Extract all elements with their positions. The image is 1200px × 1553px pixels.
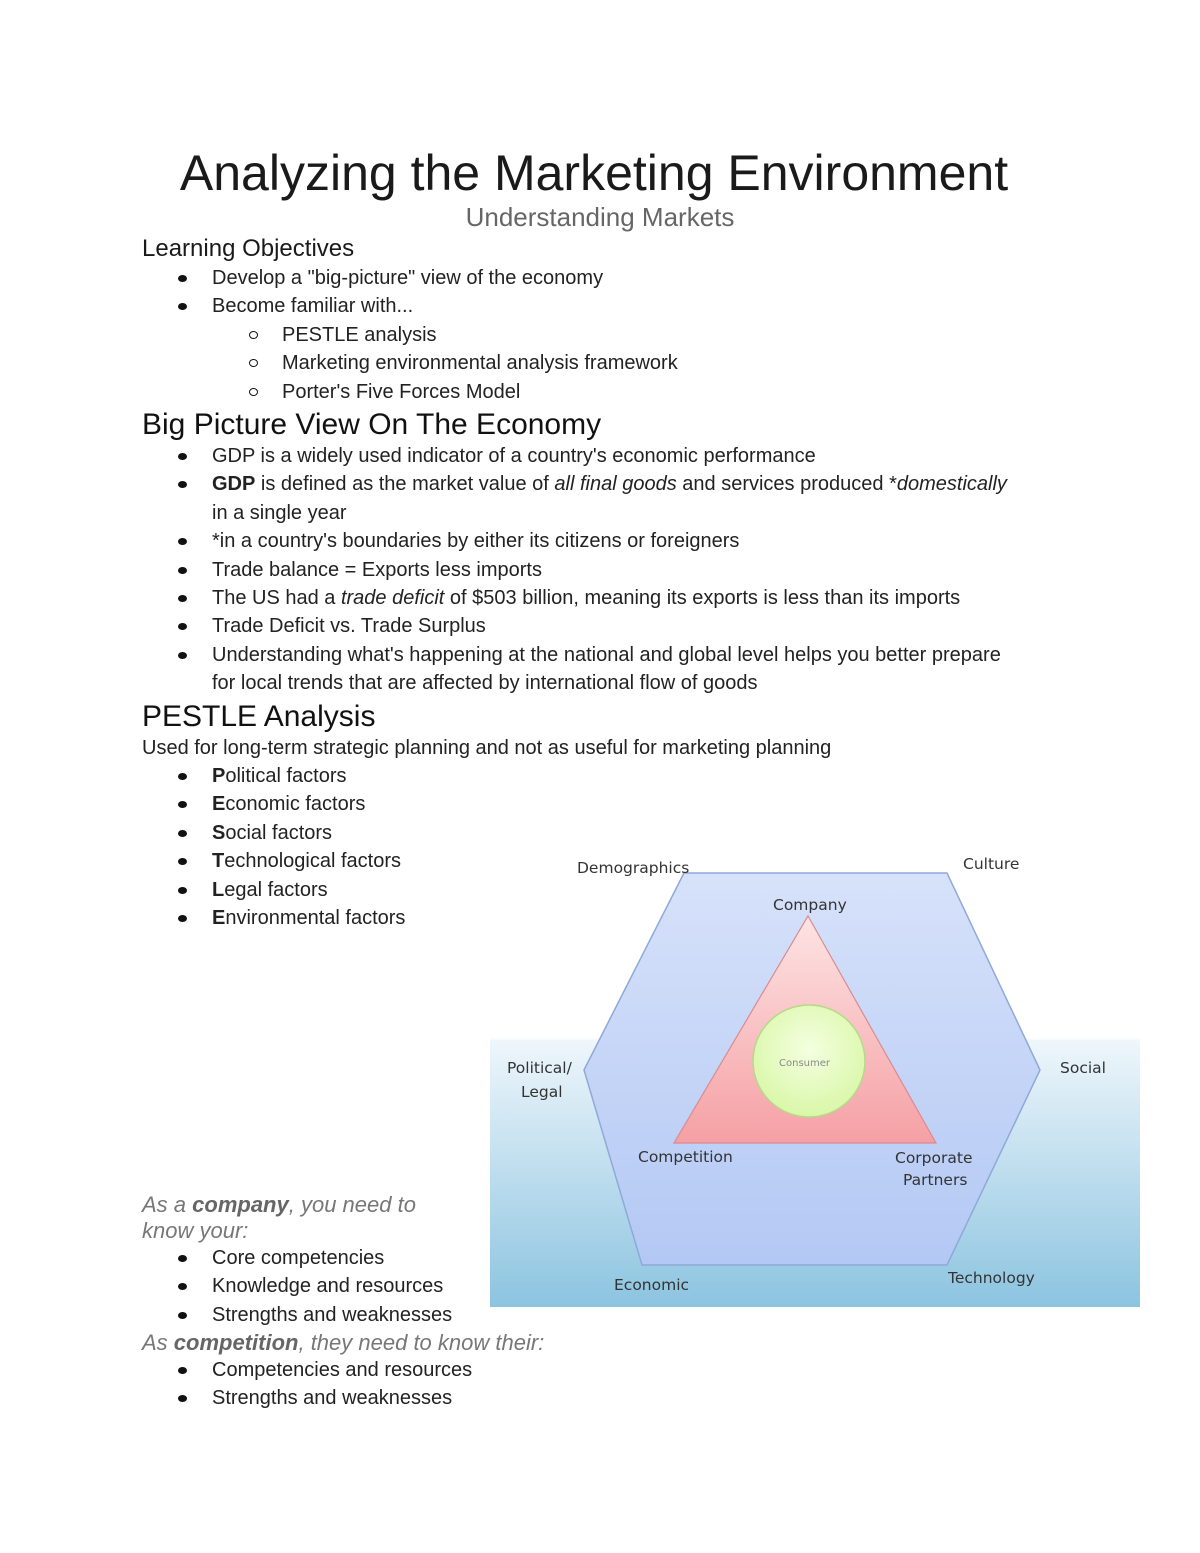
text-run: of $503 billion, meaning its exports is less than its imports — [444, 587, 961, 610]
text-run: , they need to know their: — [298, 1330, 545, 1355]
label-competition: Competition — [638, 1148, 733, 1166]
list-item: Become familiar with... — [0, 292, 603, 320]
factor-text: ocial factors — [225, 821, 333, 844]
gdp-term: GDP — [212, 473, 256, 496]
label-economic: Economic — [614, 1276, 690, 1294]
competition-intro — [142, 1330, 544, 1356]
factor-letter: E — [212, 793, 226, 816]
list-item: Understanding what's happening at the national and global level helps you better prepare for local trends that are affected by international flow of goods — [0, 641, 1012, 698]
list-item: Competencies and resources — [0, 1356, 472, 1384]
list-item: Develop a "big-picture" view of the economy — [0, 264, 603, 292]
text-run: in a single year — [212, 501, 347, 524]
label-partners: Partners — [903, 1171, 968, 1189]
list-item: Trade Deficit vs. Trade Surplus — [0, 612, 1012, 640]
marketing-environment-diagram — [487, 840, 1142, 1310]
company-intro-line2: know your: — [142, 1218, 249, 1243]
factor-text: egal factors — [224, 878, 328, 901]
list-item — [0, 470, 1012, 527]
list-item: Knowledge and resources — [0, 1272, 452, 1300]
label-consumer: Consumer — [779, 1058, 830, 1069]
list-item: Strengths and weaknesses — [0, 1384, 472, 1412]
list-item: *in a country's boundaries by either its citizens or foreigners — [0, 527, 1012, 555]
list-item — [0, 790, 405, 818]
label-technology: Technology — [948, 1269, 1035, 1287]
label-culture: Culture — [963, 855, 1020, 873]
pestle-heading: PESTLE Analysis — [142, 700, 376, 733]
list-item — [0, 584, 1012, 612]
text-run: and services produced * — [676, 473, 897, 496]
competition-list — [0, 1356, 472, 1413]
list-item: Core competencies — [0, 1244, 452, 1272]
page-subtitle: Understanding Markets — [465, 202, 735, 232]
company-term: company — [192, 1192, 289, 1217]
factor-text: nvironmental factors — [225, 907, 406, 930]
list-item: Porter's Five Forces Model — [0, 378, 678, 406]
competition-term: competition — [173, 1330, 299, 1355]
list-item — [0, 904, 405, 932]
label-political: Political/ — [507, 1059, 572, 1077]
factor-text: echnological factors — [224, 850, 401, 873]
list-item: Strengths and weaknesses — [0, 1301, 452, 1329]
factor-text: conomic factors — [225, 793, 366, 816]
diagram-svg — [487, 840, 1142, 1310]
big-picture-heading: Big Picture View On The Economy — [142, 408, 602, 441]
company-intro — [142, 1192, 416, 1218]
list-item: PESTLE analysis — [0, 321, 678, 349]
text-run: As a — [142, 1192, 193, 1217]
learning-objectives-list — [0, 264, 603, 321]
emphasis: trade deficit — [340, 587, 445, 610]
learning-objectives-sublist — [0, 321, 678, 406]
emphasis: all final goods — [554, 473, 677, 496]
text-run: As — [142, 1330, 174, 1355]
label-legal: Legal — [521, 1083, 563, 1101]
big-picture-list — [0, 442, 1012, 698]
text-run: The US had a — [212, 587, 341, 610]
list-item — [0, 876, 405, 904]
page-title: Analyzing the Marketing Environment — [179, 145, 1009, 201]
factor-letter: P — [212, 765, 226, 787]
label-company: Company — [773, 896, 847, 914]
factor-letter: S — [212, 821, 226, 844]
list-item: GDP is a widely used indicator of a country's economic performance — [0, 442, 1012, 470]
list-item: Marketing environmental analysis framework — [0, 349, 678, 377]
label-social: Social — [1060, 1059, 1106, 1077]
label-demographics: Demographics — [577, 859, 690, 877]
factor-letter: E — [212, 907, 226, 930]
list-item — [0, 847, 405, 875]
text-run: is defined as the market value of — [255, 473, 555, 496]
factor-letter: L — [212, 878, 225, 901]
learning-objectives-heading: Learning Objectives — [142, 235, 355, 262]
factor-letter: T — [212, 850, 225, 873]
factor-text: olitical factors — [225, 765, 347, 787]
pestle-intro: Used for long-term strategic planning and not as useful for marketing planning — [142, 737, 832, 759]
text-run: , you need to — [288, 1192, 416, 1217]
list-item — [0, 819, 405, 847]
pestle-factors-list — [0, 762, 405, 932]
list-item: Trade balance = Exports less imports — [0, 556, 1012, 584]
list-item — [0, 762, 405, 790]
label-corporate: Corporate — [895, 1149, 973, 1167]
emphasis: domestically — [896, 473, 1007, 496]
company-list — [0, 1244, 452, 1329]
